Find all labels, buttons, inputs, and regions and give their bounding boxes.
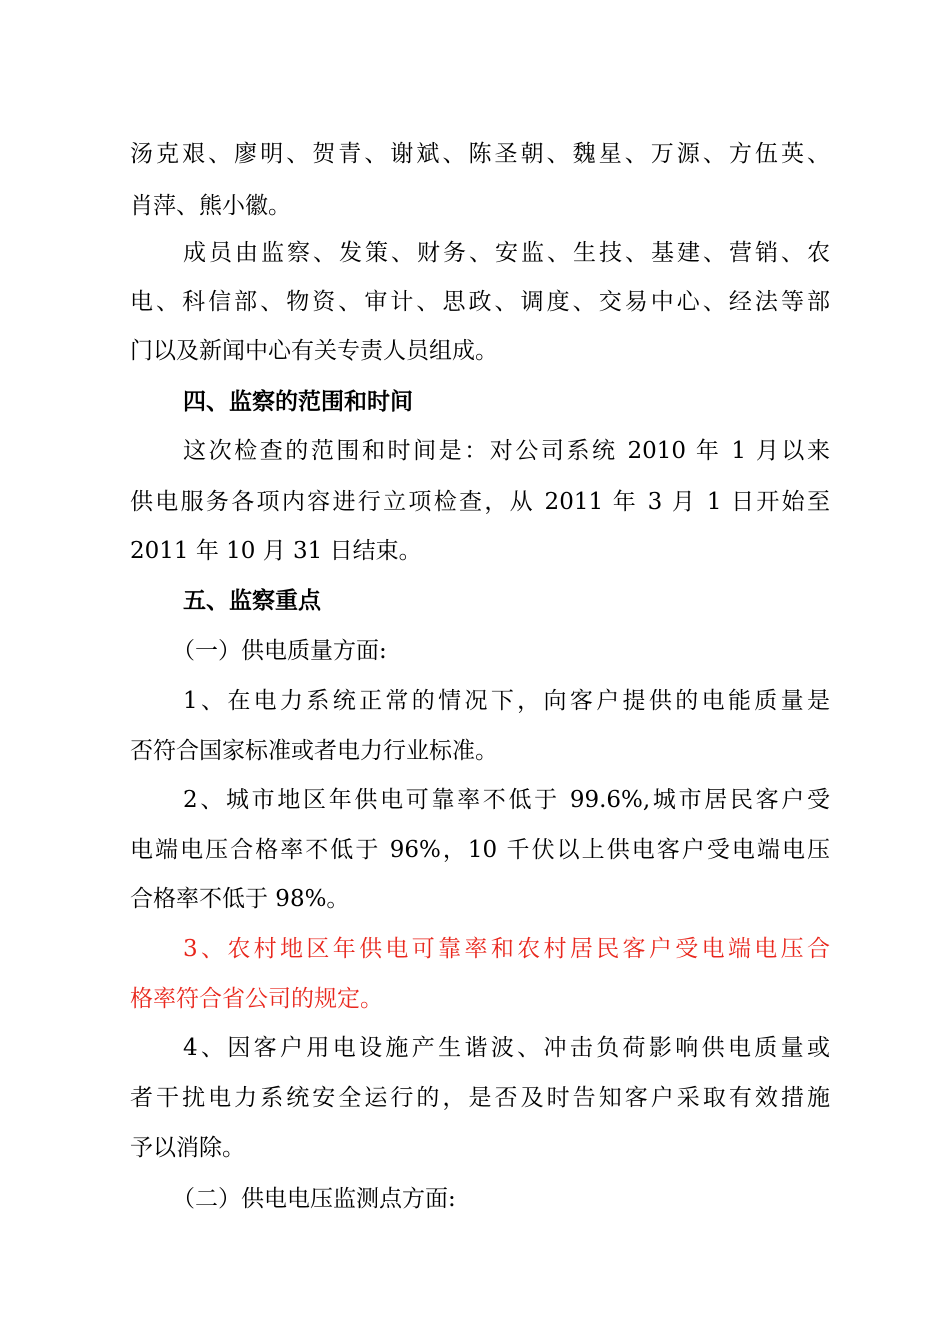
item-3-line-1: 3、农村地区年供电可靠率和农村居民客户受电端电压合	[183, 936, 830, 962]
section-4-line-1: 这次检查的范围和时间是：对公司系统 2010 年 1 月以来	[183, 438, 830, 464]
members-line-2: 肖萍、熊小徽。	[130, 193, 291, 219]
section-4-heading: 四、监察的范围和时间	[183, 388, 413, 415]
item-1-line-2: 否符合国家标准或者电力行业标准。	[130, 738, 498, 764]
item-3-line-2: 格率符合省公司的规定。	[130, 986, 383, 1012]
item-4-line-1: 4、因客户用电设施产生谐波、冲击负荷影响供电质量或	[183, 1035, 830, 1061]
composition-line-2: 电、科信部、物资、审计、思政、调度、交易中心、经法等部	[130, 289, 830, 315]
item-2-line-3: 合格率不低于 98%。	[130, 886, 350, 912]
composition-line-1: 成员由监察、发策、财务、安监、生技、基建、营销、农	[183, 240, 830, 266]
composition-line-3: 门以及新闻中心有关专责人员组成。	[130, 338, 498, 364]
item-4-line-2: 者干扰电力系统安全运行的，是否及时告知客户采取有效措施	[130, 1085, 830, 1111]
subsection-2-heading: （二）供电电压监测点方面:	[172, 1186, 456, 1212]
item-1-line-1: 1、在电力系统正常的情况下，向客户提供的电能质量是	[183, 688, 830, 714]
subsection-1-heading: （一）供电质量方面:	[172, 638, 387, 664]
section-4-line-2: 供电服务各项内容进行立项检查，从 2011 年 3 月 1 日开始至	[130, 489, 830, 515]
item-2-line-1: 2、城市地区年供电可靠率不低于 99.6%,城市居民客户受	[183, 787, 830, 813]
item-4-line-3: 予以消除。	[130, 1135, 245, 1161]
section-5-heading: 五、监察重点	[183, 587, 321, 614]
section-4-line-3: 2011 年 10 月 31 日结束。	[130, 538, 422, 564]
members-line-1: 汤克艰、廖明、贺青、谢斌、陈圣朝、魏星、万源、方伍英、	[130, 141, 830, 167]
item-2-line-2: 电端电压合格率不低于 96%，10 千伏以上供电客户受电端电压	[130, 837, 830, 863]
